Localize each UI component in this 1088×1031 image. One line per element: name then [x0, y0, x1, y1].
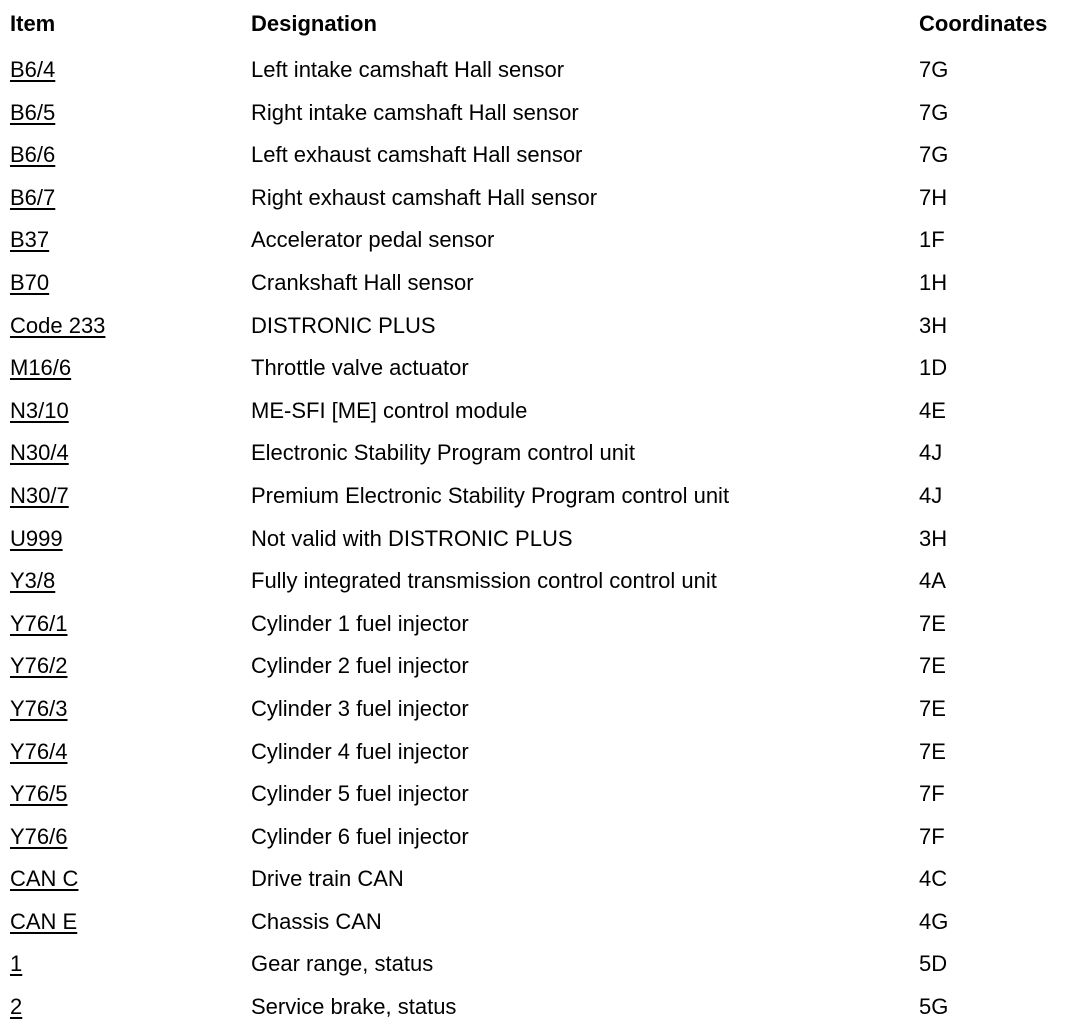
coordinates-cell: 7G — [919, 142, 949, 168]
designation-cell: Electronic Stability Program control unit — [251, 440, 635, 466]
table-row-item-cell — [10, 600, 68, 648]
designation-cell: Right intake camshaft Hall sensor — [251, 99, 579, 125]
table-row-item-cell — [10, 685, 68, 733]
coordinates-cell: 3H — [919, 525, 948, 551]
item-link[interactable]: Y76/4 — [10, 738, 68, 764]
coordinates-cell: 7E — [919, 653, 946, 679]
table-row — [0, 472, 1088, 515]
item-link[interactable]: Y76/1 — [10, 610, 68, 636]
item-link[interactable]: B37 — [10, 227, 50, 253]
table-row — [0, 216, 1088, 259]
table-row-item-cell — [10, 216, 49, 264]
table-row — [0, 940, 1088, 983]
designation-cell: Cylinder 3 fuel injector — [251, 695, 469, 721]
table-header-row — [0, 0, 1088, 46]
coordinates-cell: 7E — [919, 738, 946, 764]
item-link[interactable]: N30/7 — [10, 482, 69, 508]
designation-cell: Cylinder 1 fuel injector — [251, 610, 469, 636]
table-row — [0, 855, 1088, 898]
designation-cell: Cylinder 6 fuel injector — [251, 823, 469, 849]
coordinates-cell: 3H — [919, 312, 948, 338]
table-row — [0, 302, 1088, 345]
coordinates-cell: 1D — [919, 355, 948, 381]
item-link[interactable]: Y3/8 — [10, 568, 56, 594]
table-row-item-cell — [10, 770, 68, 818]
designation-cell: Cylinder 4 fuel injector — [251, 738, 469, 764]
table-row — [0, 259, 1088, 302]
item-link[interactable]: B6/4 — [10, 57, 56, 82]
designation-cell: Right exhaust camshaft Hall sensor — [251, 184, 598, 210]
item-link[interactable]: U999 — [10, 525, 63, 551]
table-row — [0, 557, 1088, 600]
table-row — [0, 728, 1088, 771]
designation-cell: Cylinder 2 fuel injector — [251, 653, 469, 679]
coordinates-cell: 7E — [919, 610, 946, 636]
designation-cell: Crankshaft Hall sensor — [251, 269, 474, 295]
item-link[interactable]: Y76/5 — [10, 781, 68, 807]
designation-cell: Gear range, status — [251, 951, 434, 977]
designation-cell: ME-SFI [ME] control module — [251, 397, 528, 423]
item-link[interactable]: 2 — [10, 994, 23, 1020]
designation-cell: Accelerator pedal sensor — [251, 227, 495, 253]
table-row — [0, 344, 1088, 387]
designation-cell: Chassis CAN — [251, 908, 382, 934]
table-row — [0, 813, 1088, 856]
table-row-item-cell — [10, 174, 55, 222]
table-row-item-cell — [10, 131, 55, 179]
table-row-item-cell — [10, 983, 22, 1031]
table-row — [0, 429, 1088, 472]
table-row-item-cell — [10, 728, 68, 776]
table-row-item-cell — [10, 259, 49, 307]
coordinates-cell: 1H — [919, 269, 948, 295]
table-row — [0, 600, 1088, 643]
item-link[interactable]: 1 — [10, 951, 23, 977]
designation-cell: Left exhaust camshaft Hall sensor — [251, 142, 583, 168]
designation-cell: Not valid with DISTRONIC PLUS — [251, 525, 573, 551]
table-row — [0, 174, 1088, 217]
coordinates-cell: 4A — [919, 568, 946, 594]
table-row-item-cell — [10, 472, 69, 520]
coordinates-cell: 4E — [919, 397, 946, 423]
coordinates-cell: 7F — [919, 823, 945, 849]
table-body — [0, 46, 1088, 1026]
item-link[interactable]: N30/4 — [10, 440, 69, 466]
coordinates-cell: 4J — [919, 482, 943, 508]
designation-cell: Fully integrated transmission control control unit — [251, 568, 717, 594]
item-link[interactable]: B6/6 — [10, 142, 56, 168]
designation-cell: Drive train CAN — [251, 866, 404, 892]
table-row — [0, 685, 1088, 728]
table-row — [0, 131, 1088, 174]
coordinates-cell: 7G — [919, 99, 949, 125]
coordinates-cell: 1F — [919, 227, 945, 253]
table-row — [0, 515, 1088, 558]
table-row-item-cell — [10, 46, 55, 94]
item-link[interactable]: Code 233 — [10, 312, 106, 338]
table-row-item-cell — [10, 515, 63, 563]
designation-cell: Throttle valve actuator — [251, 355, 469, 381]
coordinates-cell: 5D — [919, 951, 948, 977]
header-designation: Designation — [251, 11, 377, 36]
designation-cell: Left intake camshaft Hall sensor — [251, 57, 565, 82]
item-link[interactable]: CAN C — [10, 866, 79, 892]
table-row-item-cell — [10, 557, 55, 605]
table-row — [0, 387, 1088, 430]
item-link[interactable]: B6/5 — [10, 99, 56, 125]
coordinates-cell: 7E — [919, 695, 946, 721]
table-row — [0, 983, 1088, 1026]
table-row-item-cell — [10, 387, 69, 435]
header-item: Item — [10, 11, 56, 36]
coordinates-cell: 7H — [919, 184, 948, 210]
item-link[interactable]: Y76/2 — [10, 653, 68, 679]
table-row-item-cell — [10, 813, 68, 861]
table-row-item-cell — [10, 89, 55, 137]
table-row-item-cell — [10, 898, 77, 946]
coordinates-cell: 5G — [919, 994, 949, 1020]
table-row-item-cell — [10, 855, 78, 903]
designation-cell: Cylinder 5 fuel injector — [251, 781, 469, 807]
table-row-item-cell — [10, 642, 68, 690]
coordinates-cell: 7F — [919, 781, 945, 807]
table-row — [0, 46, 1088, 89]
coordinates-cell: 4C — [919, 866, 948, 892]
item-link[interactable]: Y76/6 — [10, 823, 68, 849]
header-coordinates: Coordinates — [919, 11, 1048, 36]
table-row-item-cell — [10, 302, 105, 350]
table-row — [0, 898, 1088, 941]
item-link[interactable]: Y76/3 — [10, 695, 68, 721]
item-link[interactable]: N3/10 — [10, 397, 69, 423]
table-row-item-cell — [10, 429, 69, 477]
coordinates-cell: 4G — [919, 908, 949, 934]
designation-cell: Service brake, status — [251, 994, 457, 1020]
coordinates-cell: 4J — [919, 440, 943, 466]
table-row-item-cell — [10, 344, 71, 392]
table-row — [0, 770, 1088, 813]
designation-cell: Premium Electronic Stability Program control unit — [251, 482, 730, 508]
table-row — [0, 642, 1088, 685]
item-link[interactable]: CAN E — [10, 908, 78, 934]
item-link[interactable]: B6/7 — [10, 184, 56, 210]
coordinates-cell: 7G — [919, 57, 949, 82]
item-link[interactable]: M16/6 — [10, 355, 72, 381]
item-link[interactable]: B70 — [10, 269, 50, 295]
table-row-item-cell — [10, 940, 22, 988]
table-row — [0, 89, 1088, 132]
designation-cell: DISTRONIC PLUS — [251, 312, 436, 338]
